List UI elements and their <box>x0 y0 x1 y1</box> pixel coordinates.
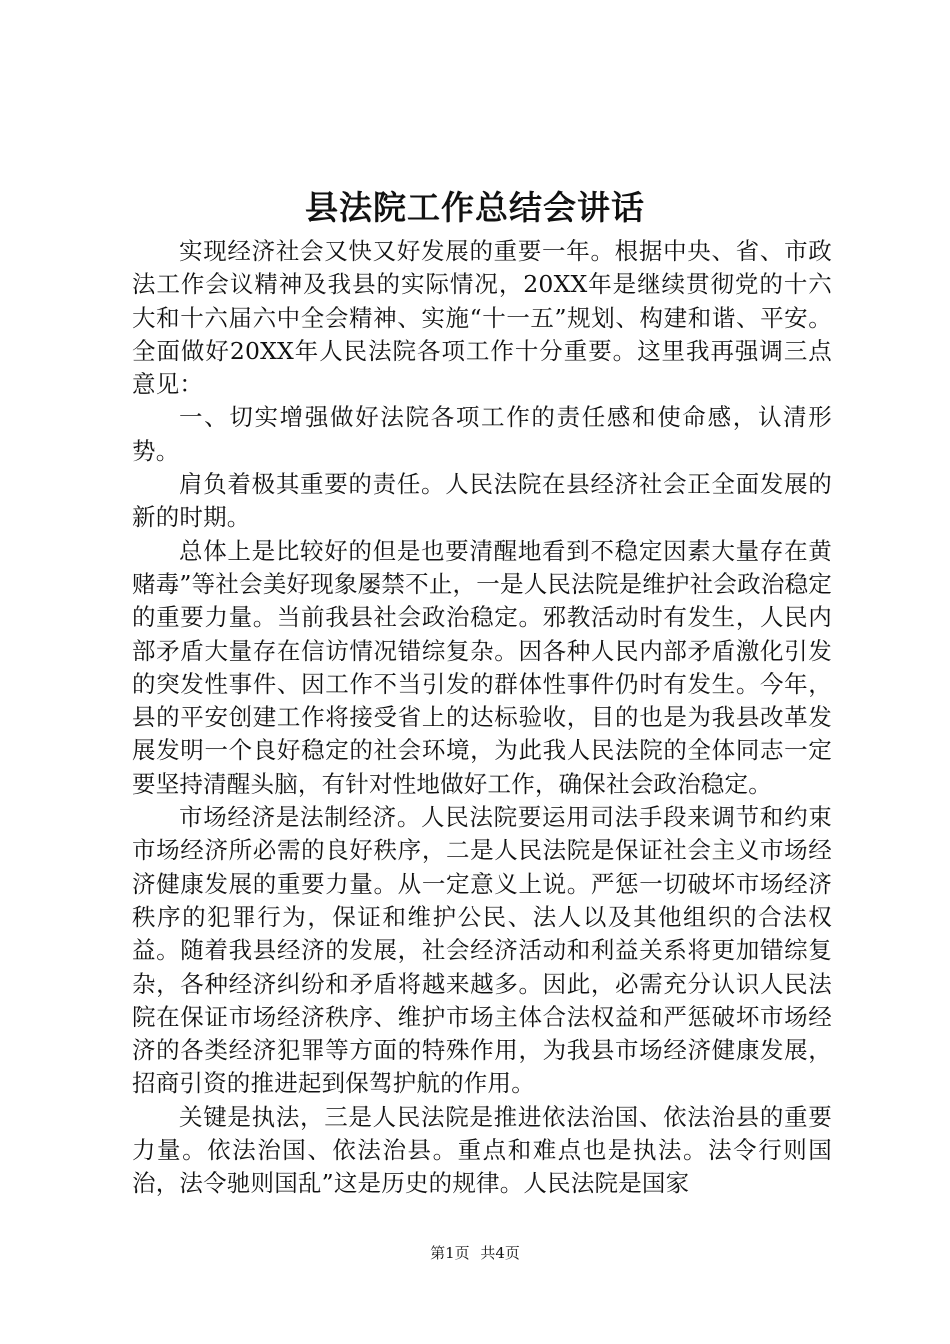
page-total: 共4页 <box>480 1244 520 1262</box>
document-title: 县法院工作总结会讲话 <box>305 188 645 227</box>
body-paragraph: 关键是执法，三是人民法院是推进依法治国、依法治县的重要力量。依法治国、依法治县。重点和难点也是执法。法令行则国治，法令驰则国乱”这是历史的规律。人民法院是国家 <box>132 1102 832 1198</box>
page-number: 第1页 <box>430 1244 470 1262</box>
body-paragraph: 一、切实增强做好法院各项工作的责任感和使命感，认清形势。 <box>132 403 832 465</box>
document-body <box>132 235 832 1201</box>
body-paragraph: 市场经济是法制经济。人民法院要运用司法手段来调节和约束市场经济所必需的良好秩序，二是人民法院是保证社会主义市场经济健康发展的重要力量。从一定意义上说。严惩一切破坏市场经济秩序的犯罪行为，保证和维护公民、法人以及其他组织的合法权益。随着我县经济的发展，社会经济活动和利益关系将更加错综复杂，各种经济纠纷和矛盾将越来越多。因此，必需充分认识人民法院在保证市场经济秩序、维护市场主体合法权益和严惩破坏市场经济的各类经济犯罪等方面的特殊作用，为我县市场经济健康发展，招商引资的推进起到保驾护航的作用。 <box>132 803 832 1098</box>
body-paragraph: 实现经济社会又快又好发展的重要一年。根据中央、省、市政法工作会议精神及我县的实际情况，20XX年是继续贯彻党的十六大和十六届六中全会精神、实施“十一五”规划、构建和谐、平安。全面做好20XX年人民法院各项工作十分重要。这里我再强调三点意见： <box>132 237 832 399</box>
body-paragraph: 肩负着极其重要的责任。人民法院在县经济社会正全面发展的新的时期。 <box>132 470 832 532</box>
body-paragraph: 总体上是比较好的但是也要清醒地看到不稳定因素大量存在黄赌毒”等社会美好现象屡禁不止，一是人民法院是维护社会政治稳定的重要力量。当前我县社会政治稳定。邪教活动时有发生，人民内部矛盾大量存在信访情况错综复杂。因各种人民内部矛盾激化引发的突发性事件、因工作不当引发的群体性事件仍时有发生。今年，县的平安创建工作将接受省上的达标验收，目的也是为我县改革发展发明一个良好稳定的社会环境，为此我人民法院的全体同志一定要坚持清醒头脑，有针对性地做好工作，确保社会政治稳定。 <box>132 536 832 798</box>
page-footer <box>0 1243 950 1263</box>
